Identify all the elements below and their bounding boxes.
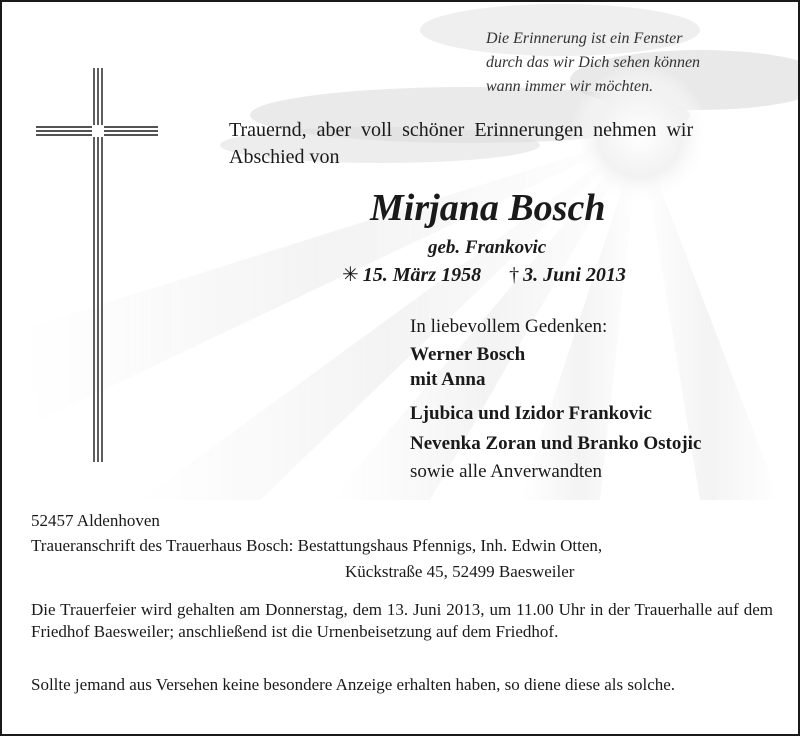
intro-line: Abschied von (229, 146, 340, 168)
mourners-closing: sowie alle Anverwandten (410, 461, 603, 482)
birth-name: geb. Frankovic (428, 237, 547, 258)
deceased-name: Mirjana Bosch (370, 187, 606, 229)
quote-line: durch das wir Dich sehen können (486, 54, 701, 71)
contact-address: Traueranschrift des Trauerhaus Bosch: Bestattungshaus Pfennigs, Inh. Edwin Otten, (31, 536, 603, 555)
quote-line: Die Erinnerung ist ein Fenster (486, 30, 683, 47)
ceremony-text: Die Trauerfeier wird gehalten am Donnerstag, dem 13. Juni 2013, um 11.00 Uhr in der Trauerhalle auf dem Friedhof Baesweiler; anschließend ist die Urnenbeisetzung auf dem Friedhof. (31, 600, 773, 641)
birth-star-icon: ✳ (342, 264, 359, 286)
street-address: Kückstraße 45, 52499 Baesweiler (345, 562, 575, 581)
mourner-name: Werner Bosch (410, 344, 526, 365)
birth-date: 15. März 1958 (362, 264, 482, 286)
intro-line: Trauernd, aber voll schöner Erinnerungen nehmen wir (229, 119, 694, 141)
mourner-name: Nevenka Zoran und Branko Ostojic (410, 433, 702, 454)
death-date: 3. Juni 2013 (523, 264, 626, 286)
notice-text: Sollte jemand aus Versehen keine besondere Anzeige erhalten haben, so diene diese als solche. (31, 675, 676, 694)
death-cross-icon: † (509, 264, 520, 286)
mourner-name: Ljubica und Izidor Frankovic (410, 403, 652, 424)
mourner-name: mit Anna (410, 369, 486, 390)
quote-line: wann immer wir möchten. (486, 78, 654, 95)
location: 52457 Aldenhoven (31, 511, 160, 530)
mourners-intro: In liebevollem Gedenken: (410, 316, 608, 337)
